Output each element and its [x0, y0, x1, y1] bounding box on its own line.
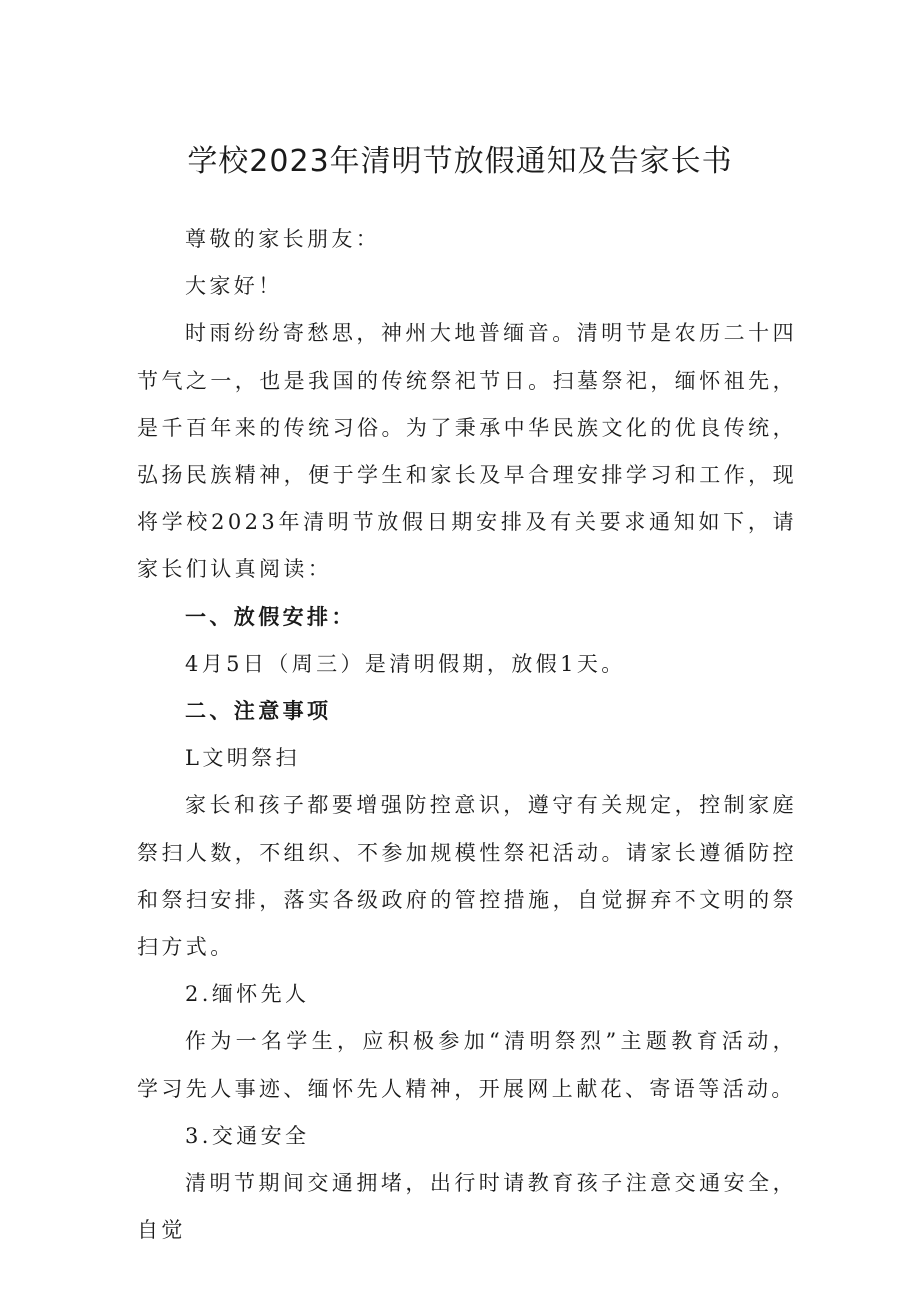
document-title: 学校2023年清明节放假通知及告家长书	[187, 144, 733, 179]
item-1-paragraph: 家长和孩子都要增强防控意识，遵守有关规定，控制家庭祭扫人数，不组织、不参加规模性祭祀活动。请家长遵循防控和祭扫安排，落实各级政府的管控措施，自觉摒弃不文明的祭扫方式。	[137, 793, 797, 960]
item-2-paragraph: 作为一名学生，应积极参加“清明祭烈”主题教育活动，学习先人事迹、缅怀先人精神，开展网上献花、寄语等活动。	[137, 1029, 797, 1101]
section-heading-holiday: 一、放假安排：	[185, 604, 356, 629]
section-heading-notes: 二、注意事项	[185, 699, 332, 724]
item-1-heading: L文明祭扫	[185, 746, 300, 771]
item-3-paragraph: 清明节期间交通拥堵，出行时请教育孩子注意交通安全，自觉	[137, 1171, 797, 1243]
item-2-heading: 2.缅怀先人	[185, 982, 310, 1007]
document-body	[137, 216, 797, 1254]
salutation: 尊敬的家长朋友：	[185, 227, 381, 251]
intro-paragraph: 时雨纷纷寄愁思，神州大地普缅音。清明节是农历二十四节气之一，也是我国的传统祭祀节日。扫墓祭祀，缅怀祖先，是千百年来的传统习俗。为了秉承中华民族文化的优良传统，弘扬民族精神，便于学生和家长及早合理安排学习和工作，现将学校2023年清明节放假日期安排及有关要求通知如下，请家长们认真阅读：	[137, 321, 797, 582]
greeting: 大家好！	[185, 274, 283, 299]
holiday-schedule: 4月5日（周三）是清明假期，放假1天。	[185, 651, 626, 676]
item-3-heading: 3.交通安全	[185, 1123, 310, 1148]
